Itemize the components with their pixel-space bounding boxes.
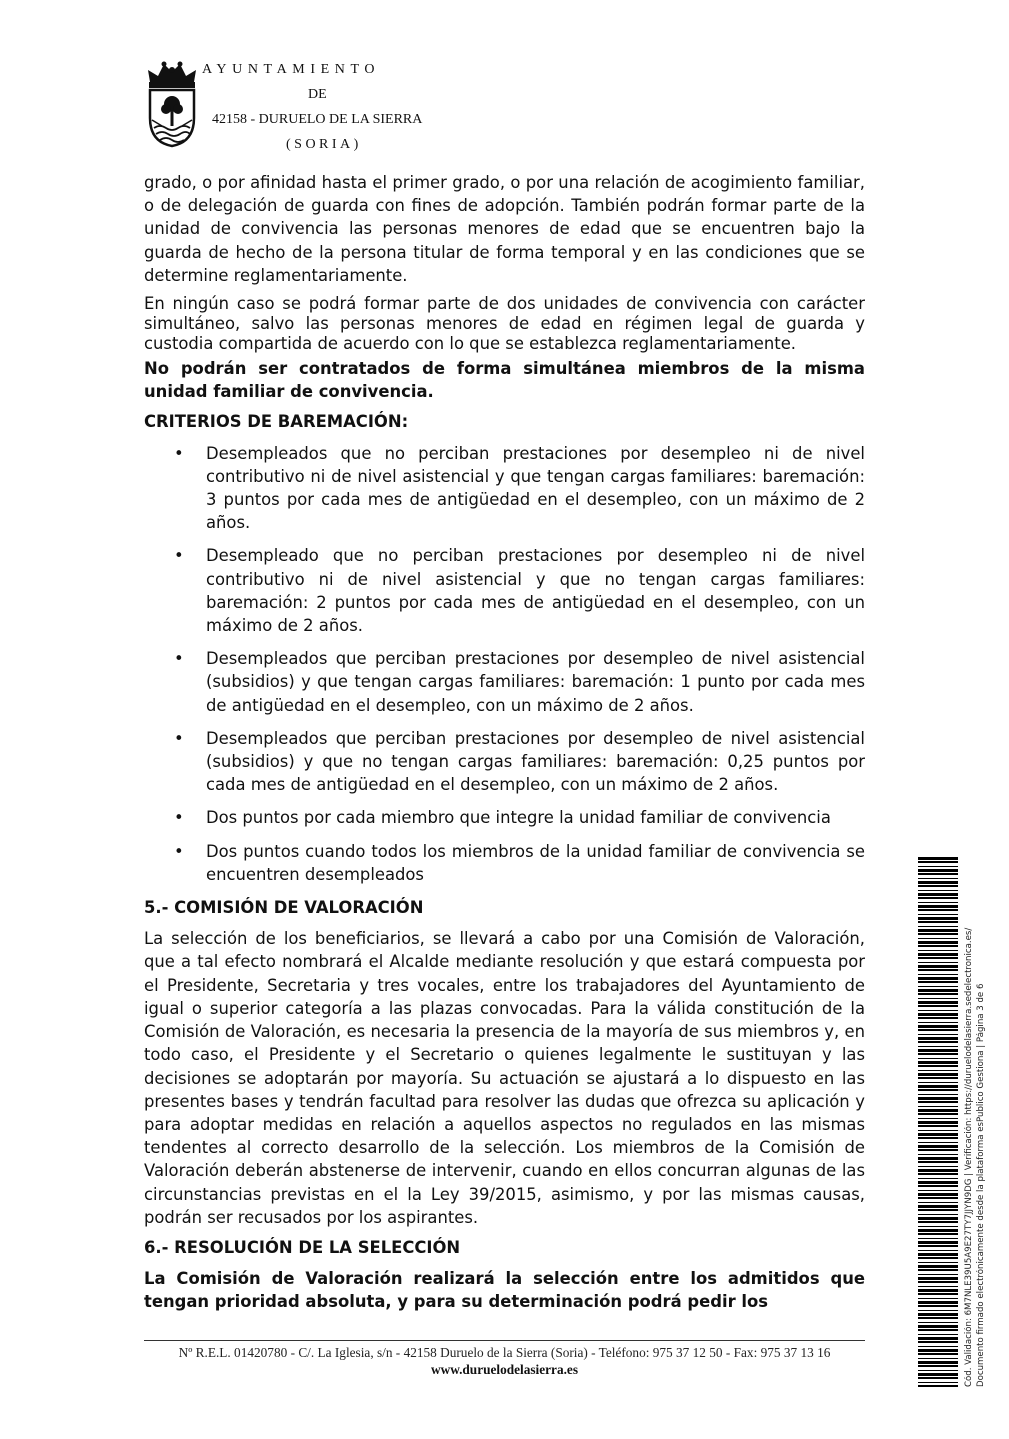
barcode-icon — [918, 857, 958, 1387]
validation-text — [964, 857, 987, 1387]
header-address: 42158 - DURUELO DE LA SIERRA — [212, 112, 423, 127]
bullet-icon: • — [174, 649, 184, 669]
bullet-icon: • — [174, 443, 184, 463]
list-item: • Desempleados que perciban prestaciones por desempleo de nivel asistencial (subsidios) y que tengan cargas familiares: baremación: 1 punto por cada mes de antigüedad en el desempleo, con un máximo de 2 años. — [174, 649, 865, 715]
bullet-icon: • — [174, 841, 184, 861]
header-title: AYUNTAMIENTO — [202, 62, 381, 77]
bullet-icon: • — [174, 728, 184, 748]
paragraph-simultaneo: En ningún caso se podrá formar parte de dos unidades de convivencia con carácter simultáneo, salvo las personas menores de edad en régimen legal de guarda y custodia compartida de acuerdo con lo que se establezca reglamentariamente. — [144, 294, 865, 354]
list-item: • Desempleado que no perciban prestaciones por desempleo ni de nivel contributivo ni de nivel asistencial y que no tengan cargas familiares: baremación: 2 puntos por cada mes de antigüedad en el desempleo, con un máximo de 2 años. — [174, 546, 865, 636]
list-item: • Dos puntos cuando todos los miembros de la unidad familiar de convivencia se encuentren desempleados — [174, 841, 865, 884]
heading-section-5: 5.- COMISIÓN DE VALORACIÓN — [144, 898, 424, 918]
list-item: • Dos puntos por cada miembro que integre la unidad familiar de convivencia — [144, 806, 865, 829]
paragraph-unidad-convivencia: grado, o por afinidad hasta el primer grado, o por una relación de acogimiento familiar, o de delegación de guarda con fines de adopción. También podrán formar parte de la unidad de convivencia las personas menores de edad que se encuentren bajo la guarda de hecho de la persona titular de forma temporal y en las condiciones que se determine reglamentariamente. — [144, 173, 865, 285]
list-item: • Desempleados que perciban prestaciones por desempleo de nivel asistencial (subsidios) y que no tengan cargas familiares: baremación: 0,25 puntos por cada mes de antigüedad en el desempleo, con un máximo de 2 años. — [174, 728, 865, 795]
paragraph-resolucion: La Comisión de Valoración realizará la selección entre los admitidos que tengan prioridad absoluta, y para su determinación podrá pedir los — [144, 1269, 865, 1312]
footer-contact: Nº R.E.L. 01420780 - C/. La Iglesia, s/n - 42158 Duruelo de la Sierra (Soria) - Teléfono: 975 37 12 50 - Fax: 975 37 13 16 — [178, 1345, 831, 1360]
heading-criterios: CRITERIOS DE BAREMACIÓN: — [144, 412, 409, 432]
heading-section-6: 6.- RESOLUCIÓN DE LA SELECCIÓN — [144, 1237, 461, 1257]
coat-of-arms-icon — [144, 60, 200, 148]
paragraph-comision: La selección de los beneficiarios, se llevará a cabo por una Comisión de Valoración, que a tal efecto nombrará el Alcalde mediante resolución y que estará compuesta por el Presidente, Secretaria y tres vocales, entre los trabajadores del Ayuntamiento de igual o superior categoría a las plazas convocadas. Para la válida constitución de la Comisión de Valoración, es necesaria la presencia de la mayoría de sus miembros y, en todo caso, el Presidente y el Secretario o quienes legalmente le sustituyan y las decisiones se adoptarán por mayoría. Su actuación se ajustará a lo dispuesto en las presentes bases y tendrán facultad para resolver las dudas que ofrezca su aplicación y para adoptar medidas en relación a aquellos aspectos no regulados en las mismas tendentes al correcto desarrollo de la selección. Los miembros de la Comisión de Valoración deberán abstenerse de intervenir, cuando en ellos concurran algunas de las circunstancias previstas en el la Ley 39/2015, asimismo, y por las mismas causas, podrán ser recusados por los aspirantes. — [144, 929, 865, 1227]
header-province: (SORIA) — [286, 137, 362, 152]
document-body — [144, 171, 865, 1321]
validation-platform: Documento firmado electrónicamente desde la plataforma esPublico Gestiona | Página 3 de 6 — [975, 983, 986, 1387]
bullet-icon: • — [174, 546, 184, 566]
footer-website: www.duruelodelasierra.es — [431, 1362, 578, 1377]
list-item: • Desempleados que no perciban prestaciones por desempleo ni de nivel contributivo ni de nivel asistencial y que tengan cargas familiares: baremación: 3 puntos por cada mes de antigüedad en el desempleo, con un máximo de 2 años. — [174, 443, 865, 533]
header-de: DE — [308, 87, 327, 102]
bullet-icon: • — [174, 808, 184, 828]
validation-code: Cód. Validación: 6M7NLE39U5A9E27TY7JJYN9DG | Verificación: https://duruelodelasierra.sedelectronica.es/ — [964, 927, 974, 1387]
letterhead — [140, 56, 460, 156]
page-footer — [144, 1340, 865, 1378]
paragraph-no-contratados: No podrán ser contratados de forma simultánea miembros de la misma unidad familiar de convivencia. — [144, 359, 865, 402]
criteria-list — [144, 442, 865, 886]
